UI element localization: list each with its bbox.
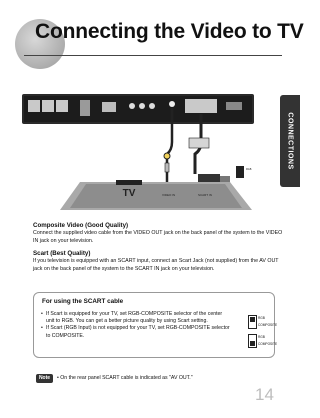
rgb-switch-label: RGB	[246, 168, 252, 171]
fm-antenna-jack	[80, 100, 90, 116]
composite-heading: Composite Video (Good Quality)	[33, 222, 129, 229]
scart-heading: Scart (Best Quality)	[33, 250, 91, 257]
rgb-composite-switch	[236, 166, 244, 178]
switch-option-rgb: RGB	[258, 335, 265, 339]
switch-option-composite: COMPOSITE	[258, 323, 278, 327]
page-number: 14	[255, 385, 274, 404]
title-bar	[0, 0, 304, 60]
note-badge: Note	[36, 374, 53, 383]
fan-vent	[226, 102, 242, 110]
tv-scart-in-label: SCART IN	[198, 193, 212, 197]
switch-option-rgb: RGB	[258, 316, 265, 320]
selector-switch-icon	[248, 315, 257, 329]
note-text: • On the rear panel SCART cable is indicated as "AV OUT."	[57, 375, 193, 381]
scart-box-heading: For using the SCART cable	[42, 298, 124, 305]
scart-body: If you television is equipped with an SCART input, connect an Scart Jack (not supplied) from the AV OUT jack on the back panel of the system to the SCART IN jack on your television.	[33, 258, 279, 272]
switch-composite-illustration	[248, 334, 278, 350]
video-out-highlight	[169, 101, 175, 107]
scart-box-list	[41, 311, 231, 340]
switch-option-composite: COMPOSITE	[258, 342, 278, 346]
scart-plug-top	[189, 138, 209, 148]
video-out-jack	[129, 103, 135, 109]
aux-jacks	[102, 102, 116, 112]
connection-diagram	[20, 92, 278, 212]
list-item: • If Scart (RGB Input) is not equipped for your TV, set RGB-COMPOSITE selector to COMPOSITE.	[41, 325, 231, 339]
selector-switch-icon	[248, 334, 257, 348]
av-out-scart-jack	[185, 99, 217, 113]
scart-section	[33, 250, 283, 273]
title-rule	[24, 55, 282, 56]
section-side-tab	[280, 95, 300, 187]
composite-body: Connect the supplied video cable from the VIDEO OUT jack on the back panel of the system to the VIDEO IN jack on your television.	[33, 230, 283, 244]
television	[60, 180, 252, 210]
scart-plug-bottom	[198, 174, 220, 183]
note-text-content: On the rear panel SCART cable is indicated as "AV OUT."	[60, 375, 193, 381]
speaker-terminals	[28, 100, 40, 112]
switch-rgb-illustration	[248, 315, 278, 331]
tv-label: TV	[122, 188, 136, 199]
scart-cable-info-box	[33, 292, 278, 358]
page-title: Connecting the Video to TV	[35, 20, 304, 43]
side-tab-label: CONNECTIONS	[286, 112, 294, 170]
tv-video-in-label: VIDEO IN	[162, 193, 176, 197]
list-item: • If Scart is equipped for your TV, set RGB-COMPOSITE selector of the center unit to RGB. You can get a better picture quality by using Scart setting.	[41, 311, 231, 325]
composite-section	[33, 222, 283, 245]
